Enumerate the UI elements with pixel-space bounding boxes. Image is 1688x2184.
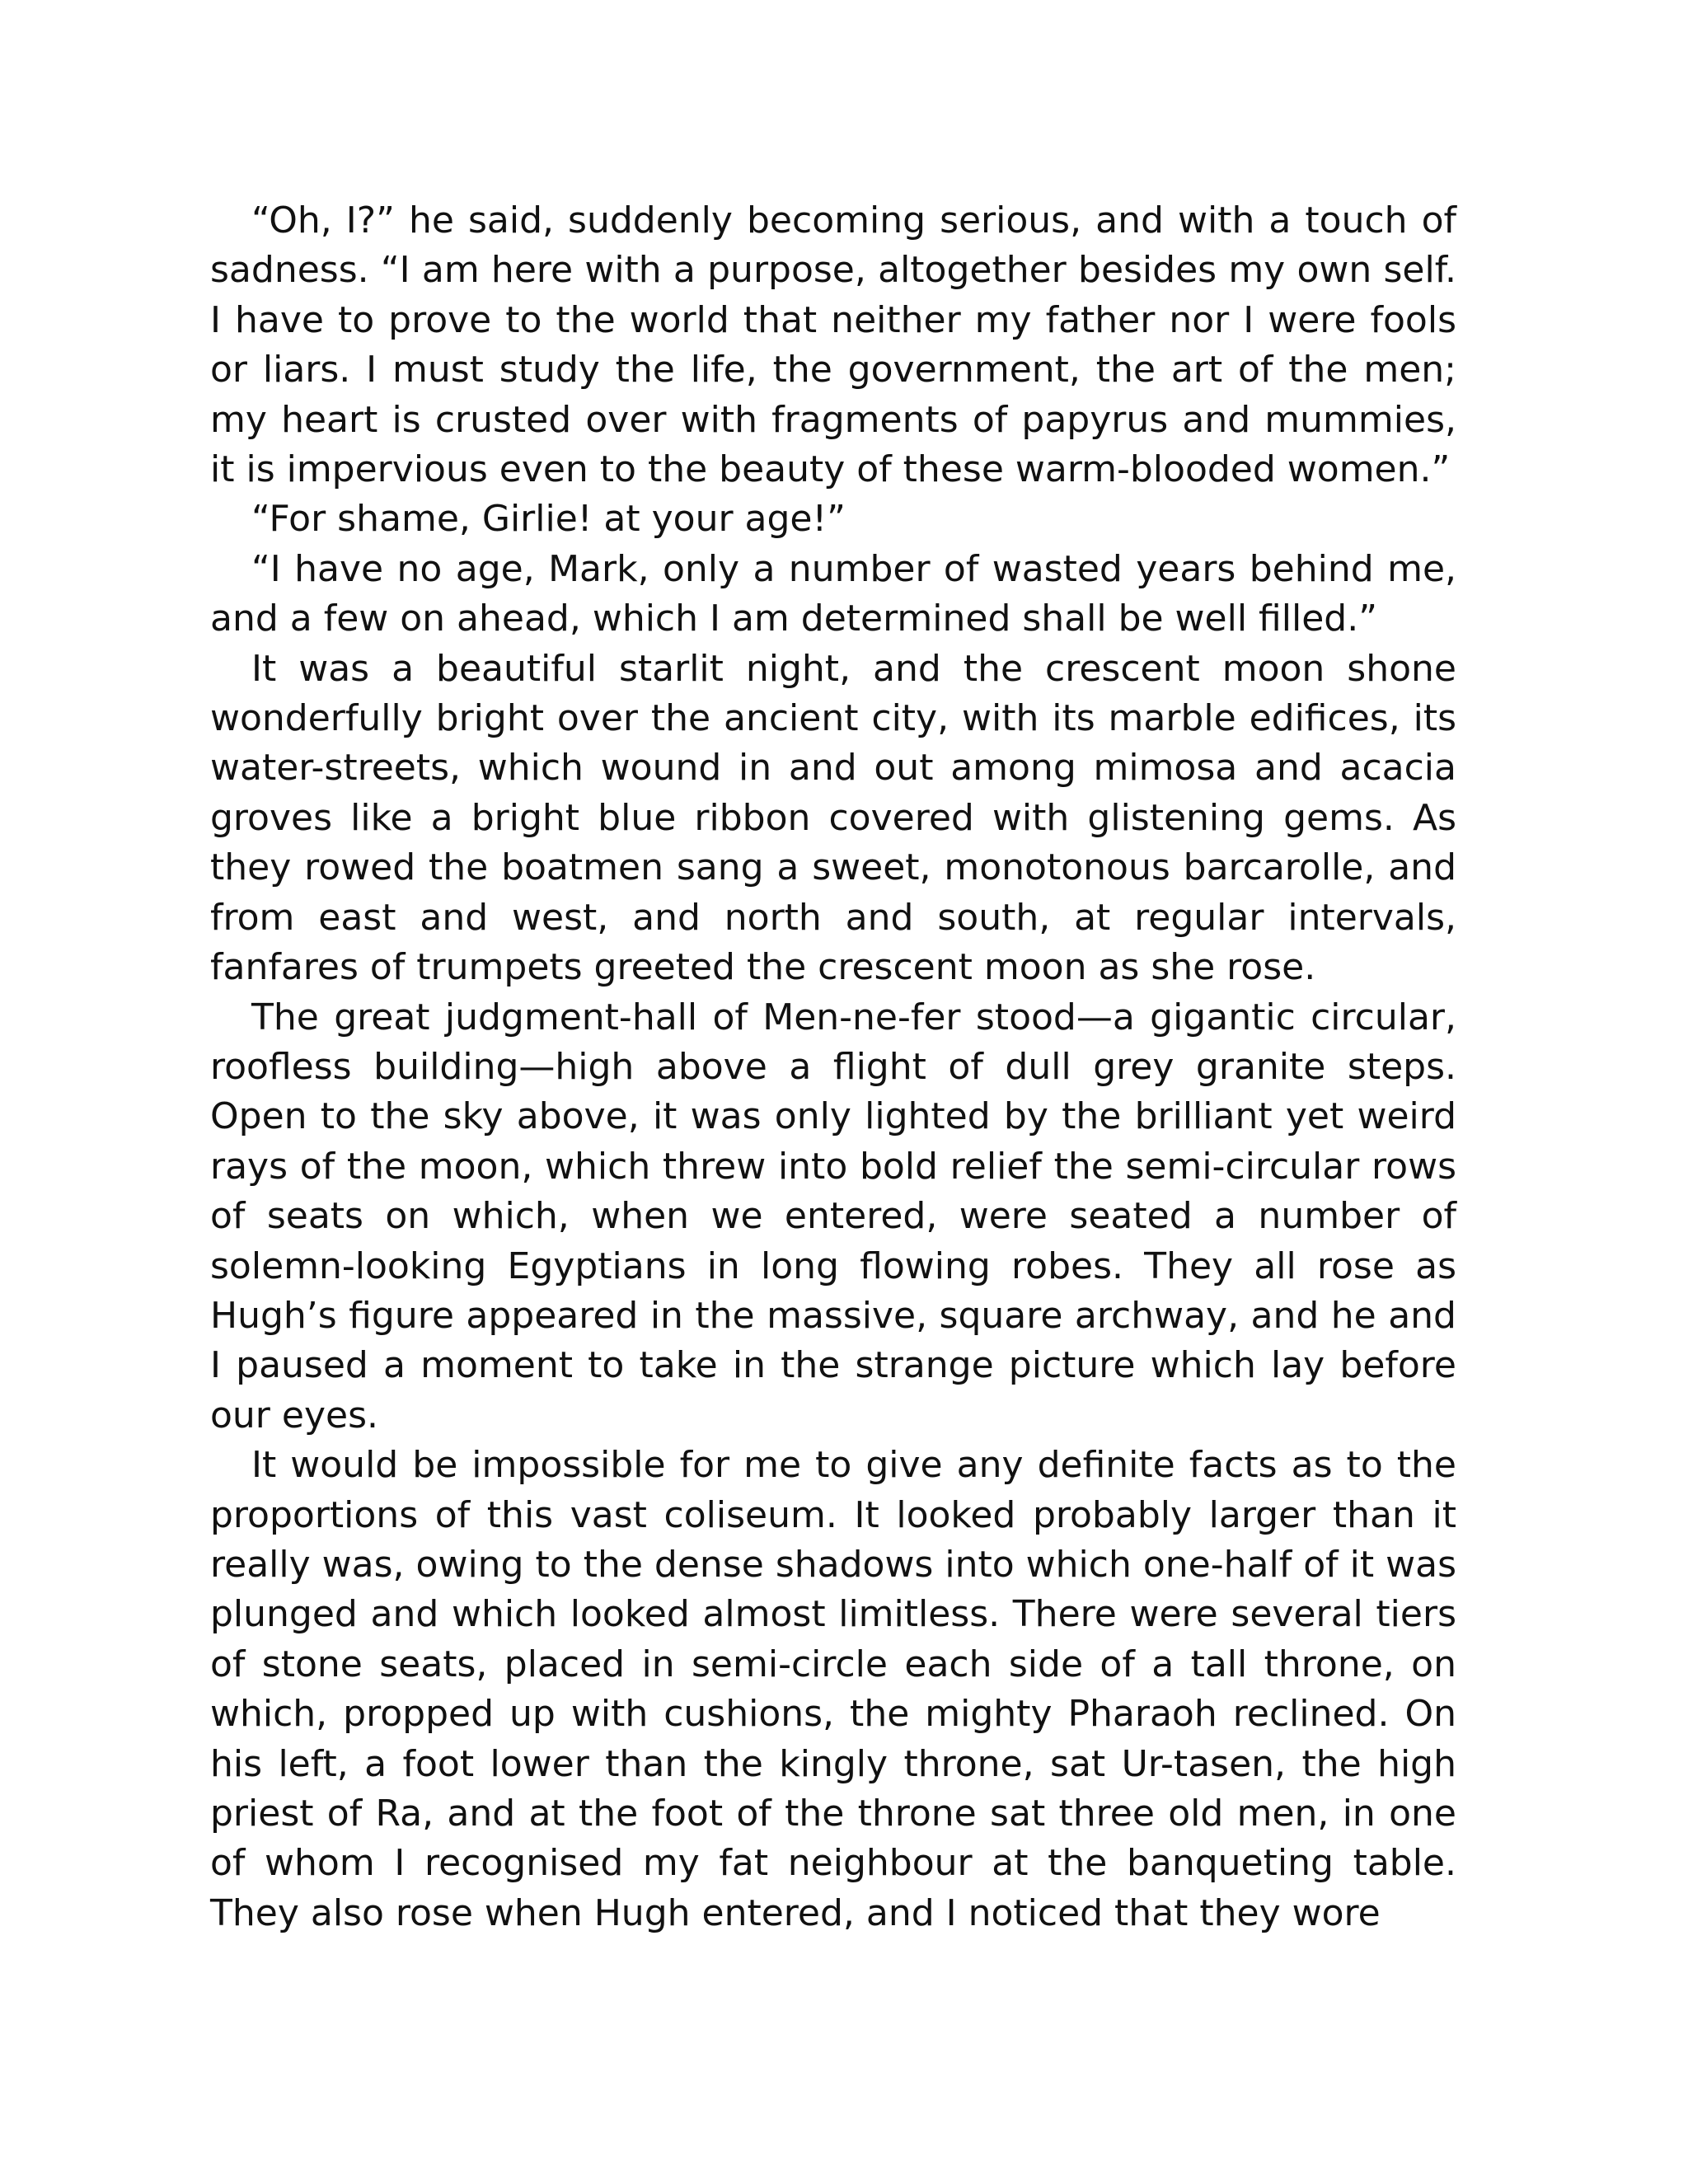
paragraph: The great judgment-hall of Men-ne-fer stood—a gigantic circular, roofless building—high above a flight of dull grey granite steps. Open to the sky above, it was only lighted by the brilliant yet weird rays of the moon, which threw into bold relief the semi-circular rows of seats on which, when we entered, were seated a number of solemn-looking Egyptians in long flowing robes. They all rose as Hugh’s figure appeared in the massive, square archway, and he and I paused a moment to take in the strange picture which lay before our eyes. xyxy=(210,996,1456,1436)
paragraph: “I have no age, Mark, only a number of wasted years behind me, and a few on ahead, which I am determined shall be well filled.” xyxy=(210,547,1456,640)
paragraph: “For shame, Girlie! at your age!” xyxy=(251,498,846,541)
body-text xyxy=(210,196,1456,1938)
paragraph: It was a beautiful starlit night, and the crescent moon shone wonderfully bright over the ancient city, with its marble edifices, its water-streets, which wound in and out among mimosa and acacia groves like a bright blue ribbon covered with glistening gems. As they rowed the boatmen sang a sweet, monotonous barcarolle, and from east and west, and north and south, at regular intervals, fanfares of trumpets greeted the crescent moon as she rose. xyxy=(210,647,1456,989)
paragraph: It would be impossible for me to give any definite facts as to the proportions of this vast coliseum. It looked probably larger than it really was, owing to the dense shadows into which one-half of it was plunged and which looked almost limitless. There were several tiers of stone seats, placed in semi-circle each side of a tall throne, on which, propped up with cushions, the mighty Pharaoh reclined. On his left, a foot lower than the kingly throne, sat Ur-tasen, the high priest of Ra, and at the foot of the throne sat three old men, in one of whom I recognised my fat neighbour at the banqueting table. They also rose when Hugh entered, and I noticed that they wore xyxy=(210,1444,1456,1934)
paragraph: “Oh, I?” he said, suddenly becoming serious, and with a touch of sadness. “I am here with a purpose, altogether besides my own self. I have to prove to the world that neither my father nor I were fools or liars. I must study the life, the government, the art of the men; my heart is crusted over with fragments of papyrus and mummies, it is impervious even to the beauty of these warm-blooded women.” xyxy=(210,199,1456,491)
